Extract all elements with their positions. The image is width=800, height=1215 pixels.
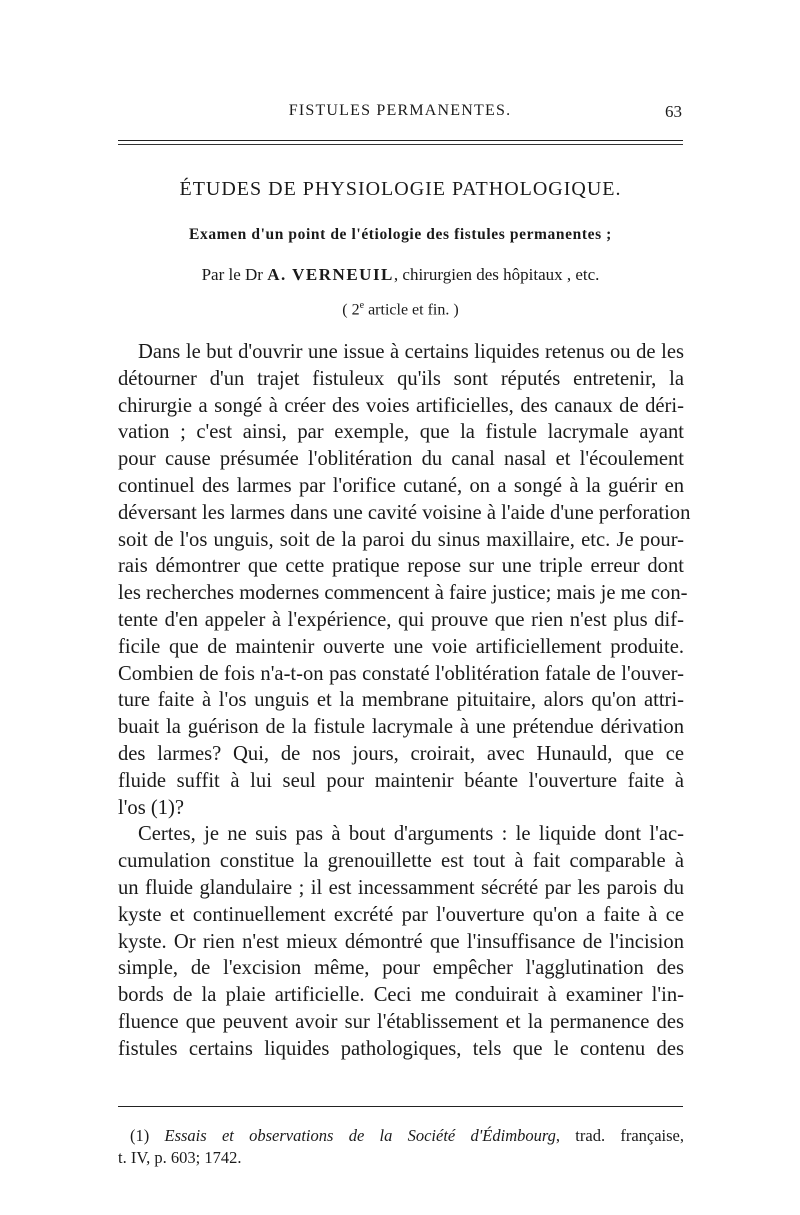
text-line: Certes, je ne suis pas à bout d'arguments : le liquide dont l'ac- xyxy=(138,823,684,846)
body-text xyxy=(118,339,691,1063)
text-line: buait la guérison de la fistule lacrymale à une prétendue dérivation xyxy=(118,716,684,739)
text-line: kyste et continuellement excrété par l'ouverture qu'on a faite à ce xyxy=(118,903,684,926)
text-line: tente d'en appeler à l'expérience, qui prouve que rien n'est plus dif- xyxy=(118,608,684,631)
text-line: fluide suffit à lui seul pour maintenir béante l'ouverture faite à xyxy=(118,769,684,792)
installment-note xyxy=(118,300,683,319)
page-number: 63 xyxy=(665,102,682,121)
text-line: ture faite à l'os unguis et la membrane pituitaire, alors qu'on attri- xyxy=(118,689,684,712)
footnote-line xyxy=(118,1125,684,1147)
text-line: les recherches modernes commencent à faire justice; mais je me con- xyxy=(118,582,688,605)
running-head xyxy=(118,102,682,124)
text-line: bords de la plaie artificielle. Ceci me conduirait à examiner l'in- xyxy=(118,984,684,1007)
installment-open: ( 2 xyxy=(342,301,360,319)
text-line: pour cause présumée l'oblitération du canal nasal et l'écoulement xyxy=(118,448,684,471)
text-line: ficile que de maintenir ouverte une voie artificiellement produite. xyxy=(118,635,684,658)
footnote-after-title: , trad. française, xyxy=(555,1126,684,1145)
footnote-marker: (1) xyxy=(130,1126,150,1145)
footnote xyxy=(118,1125,684,1169)
text-line: kyste. Or rien n'est mieux démontré que l'insuffisance de l'incision xyxy=(118,930,684,953)
author-line xyxy=(118,265,683,285)
author-suffix: , chirurgien des hôpitaux , etc. xyxy=(393,265,600,284)
text-line: détourner d'un trajet fistuleux qu'ils sont réputés entretenir, la xyxy=(118,367,684,390)
text-line: soit de l'os unguis, soit de la paroi du sinus maxillaire, etc. Je pour- xyxy=(118,528,684,551)
text-line: un fluide glandulaire ; il est incessamment sécrété par les parois du xyxy=(118,876,684,899)
text-line: simple, de l'excision même, pour empêcher l'agglutination des xyxy=(118,957,684,980)
text-line: Dans le but d'ouvrir une issue à certains liquides retenus ou de les xyxy=(138,341,684,363)
text-line: déversant les larmes dans une cavité voisine à l'aide d'une perforation xyxy=(118,501,691,524)
text-line: chirurgie a songé à créer des voies artificielles, des canaux de déri- xyxy=(118,394,684,417)
installment-sup: e xyxy=(359,300,365,311)
text-line: fistules certains liquides pathologiques, tels que le contenu des xyxy=(118,1037,684,1060)
author-name: A. VERNEUIL xyxy=(267,265,394,284)
footnote-line: t. IV, p. 603; 1742. xyxy=(118,1148,242,1167)
installment-close: article et fin. ) xyxy=(364,301,459,319)
text-line: des larmes? Qui, de nos jours, croirait, avec Hunauld, que ce xyxy=(118,742,684,765)
text-line: fluence que peuvent avoir sur l'établissement et la permanence des xyxy=(118,1010,684,1033)
article-title: ÉTUDES DE PHYSIOLOGIE PATHOLOGIQUE. xyxy=(179,178,622,200)
text-line: vation ; c'est ainsi, par exemple, que la fistule lacrymale ayant xyxy=(118,421,684,444)
text-line: continuel des larmes par l'orifice cutané, on a songé à la guérir en xyxy=(118,474,684,497)
header-rule xyxy=(118,140,683,145)
text-line: l'os (1)? xyxy=(118,796,185,819)
author-prefix: Par le Dr xyxy=(201,265,263,284)
running-title: FISTULES PERMANENTES. xyxy=(288,102,512,119)
text-line: cumulation constitue la grenouillette est tout à fait comparable à xyxy=(118,850,684,873)
footnote-rule xyxy=(118,1106,683,1107)
text-line: rais démontrer que cette pratique repose sur une triple erreur dont xyxy=(118,555,684,578)
footnote-title: Essais et observations de la Société d'Édimbourg xyxy=(164,1126,556,1145)
article-subtitle: Examen d'un point de l'étiologie des fistules permanentes ; xyxy=(189,226,612,243)
text-line: Combien de fois n'a-t-on pas constaté l'oblitération fatale de l'ouver- xyxy=(118,662,684,685)
